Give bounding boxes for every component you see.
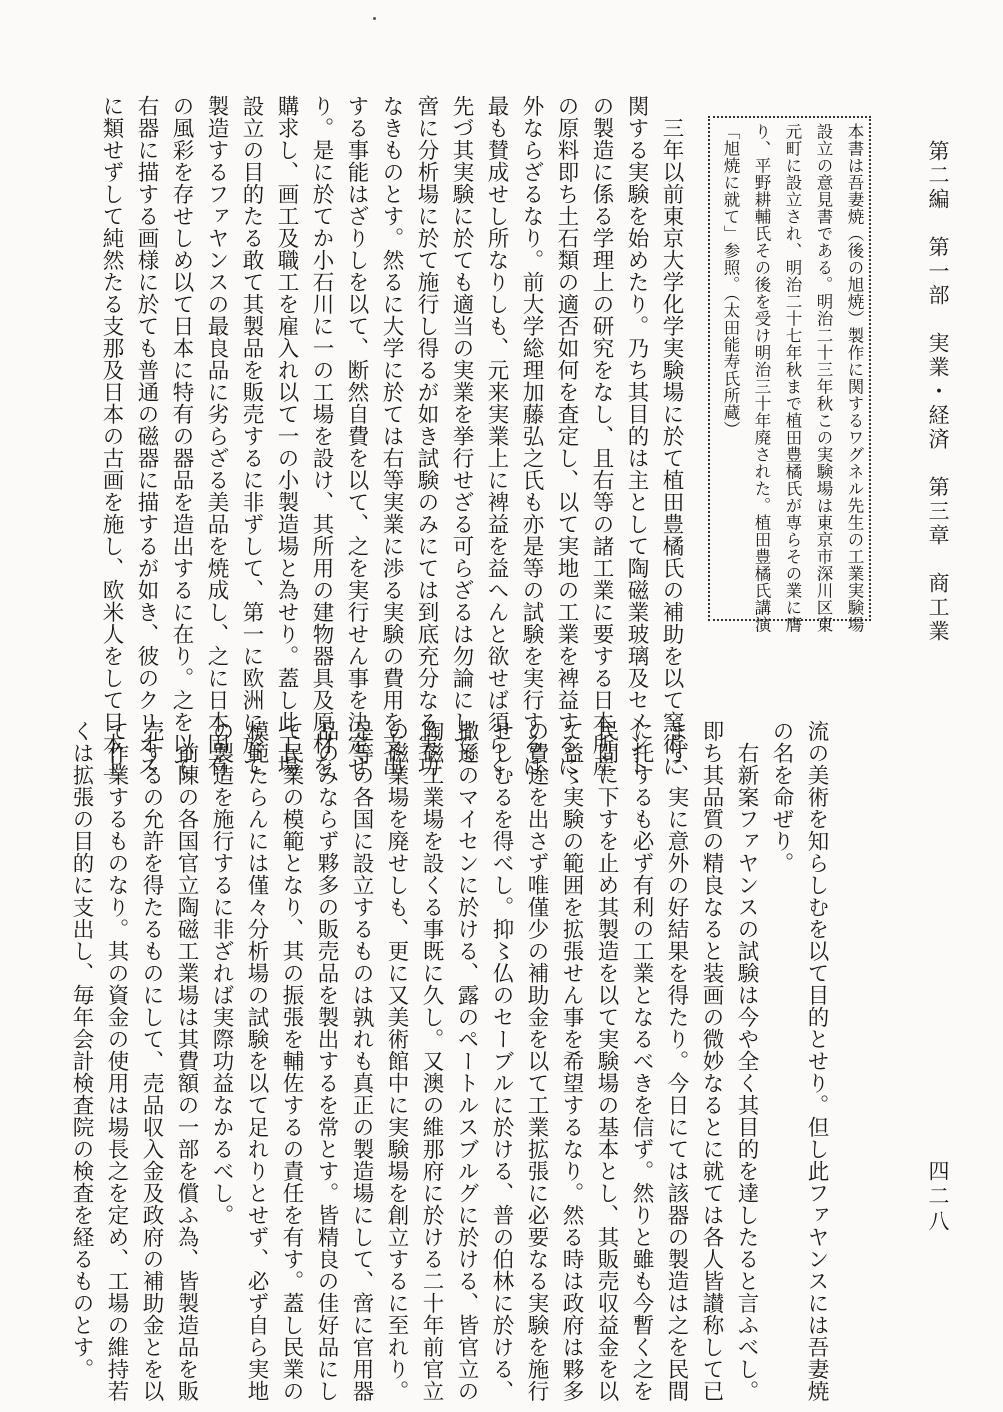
upper-line: 啻に分析場に於て施行し得るが如き試験のみにては到底充分なる実功	[414, 95, 439, 777]
lower-line: 撒遜のマイセンに於ける、露のペートルスブルグに於ける、皆官立の	[454, 720, 479, 1402]
lower-line: せしむるを得べし。抑〻仏のセーブルに於ける、普の伯林に於ける、	[489, 720, 514, 1402]
lower-line: まず、実に意外の好結果を得たり。今日にては該器の製造は之を民間	[664, 720, 689, 1402]
running-head: 第二編 第一部 実業・経済 第三章 商工業	[926, 140, 950, 644]
lower-line: て益〻実験の範囲を拡張せん事を希望するなり。然る時は政府は夥多	[559, 720, 584, 1402]
upper-line: 外ならざるなり。前大学総理加藤弘之氏も亦是等の試験を実行するは	[519, 95, 544, 777]
upper-line: り。是に於てか小石川に一の工場を設け、其所用の建物器具及原材を	[309, 95, 334, 777]
lower-line: 品のみならず夥多の販売品を製出するを常とす。皆精良の佳好品にし	[314, 720, 339, 1402]
upper-line: 購求し、画工及職工を雇入れ以て一の小製造場と為せり。蓋し此工場	[274, 95, 299, 777]
caption-line: 元町に設立され、明治二十七年秋まで植田豊橘氏が専らその業に膺	[783, 123, 802, 633]
lower-line: て作業するものなり。其の資金の使用は場長之を定め、工場の維持若	[104, 720, 129, 1402]
stray-dot	[373, 17, 376, 20]
caption-line: 「旭焼に就て」参照。（太田能寿氏所蔵）	[721, 123, 740, 438]
upper-line: 製造するファヤンスの最良品に劣らざる美品を焼成し、之に日本固有	[204, 95, 229, 777]
lower-line: 陶磁工業場を設くる事既に久し。又澳の維那府に於ける二十年前官立	[419, 720, 444, 1402]
lower-line: の磁業場を廃せしも、更に又美術館中に実験場を創立するに至れり。	[384, 720, 409, 1402]
lower-line: の名を命ぜり。	[769, 720, 794, 874]
lower-line: 前陳の各国官立陶磁工業場は其費額の一部を償ふ為、皆製造品を販	[174, 720, 199, 1402]
lower-line: 右新案ファヤンスの試験は今や全く其目的を達したると言ふべし。	[734, 720, 759, 1402]
lower-line: 即ち其品質の精良なると装画の微妙なるとに就ては各人皆讃称して已	[699, 720, 724, 1402]
upper-line: 関する実験を始めたり。乃ち其目的は主として陶磁業玻璃及セメント	[624, 95, 649, 777]
page-number: 四二八	[926, 1160, 950, 1235]
caption-line: 本書は吾妻焼（後の旭焼）製作に関するワグネル先生の工業実験場	[845, 123, 864, 633]
lower-line: に托するも必ず有利の工業となるべきを信ず。然りと雖も今暫く之を	[629, 720, 654, 1402]
lower-line: て民業の模範となり、其の振張を輔佐するの責任を有す。蓋し民業の	[279, 720, 304, 1402]
lower-line: 是等の各国に設立するものは孰れも真正の製造場にして、啻に官用器	[349, 720, 374, 1402]
lower-line: 売するの允許を得たるものにして、売品収入金及政府の補助金とを以	[139, 720, 164, 1402]
lower-line: 模範たらんには僅々分析場の試験を以て足れりとせず、必ず自ら実地	[244, 720, 269, 1402]
lower-line: くは拡張の目的に支出し、毎年会計検査院の検査を経るものとす。	[69, 720, 94, 1380]
upper-line: に類せずして純然たる支那及日本の古画を施し、欧米人をして日本上	[99, 95, 124, 777]
caption-line: 設立の意見書である。明治二十三年秋この実験場は東京市深川区東	[814, 123, 833, 633]
upper-line: 三年以前東京大学化学実験場に於て植田豊橘氏の補助を以て窯術に	[659, 95, 684, 777]
lower-line: の製造を施行するに非ざれば実際功益なかるべし。	[209, 720, 234, 1226]
upper-line: の製造に係る学理上の研究をなし、且右等の諸工業に要する日本所産	[589, 95, 614, 777]
lower-line: の費途を出さず唯僅少の補助金を以て工業拡張に必要なる実験を施行	[524, 720, 549, 1402]
caption-line: り、平野耕輔氏その後を受け明治三十年廃された。植田豊橘氏講演	[752, 123, 771, 633]
lower-line: 流の美術を知らしむを以て目的とせり。但し此ファヤンスには吾妻焼	[804, 720, 829, 1402]
upper-line: の原料即ち土石類の適否如何を査定し、以て実地の工業を裨益するに	[554, 95, 579, 777]
upper-line: 設立の目的たる敢て其製品を販売するに非ずして、第一に欧洲に於て	[239, 95, 264, 777]
upper-line: 右器に描する画様に於ても普通の磁器に描するが如き、彼のクリオス	[134, 95, 159, 777]
upper-line: なきものとす。然るに大学に於ては右等実業に渉る実験の費用を支出	[379, 95, 404, 777]
upper-line: する事能はざりしを以て、断然自費を以て、之を実行せん事を決定せ	[344, 95, 369, 777]
upper-line: の風彩を存せしめ以て日本に特有の器品を造出するに在り。之を以て	[169, 95, 194, 777]
upper-line: 最も賛成せし所なりしも、元来実業上に裨益を益へんと欲せば須らく	[484, 95, 509, 777]
lower-line: 民間に下すを止め其製造を以て実験場の基本とし、其販売収益金を以	[594, 720, 619, 1402]
upper-line: 先づ其実験に於ても適当の実業を挙行せざる可らざるは勿論にして、	[449, 95, 474, 777]
